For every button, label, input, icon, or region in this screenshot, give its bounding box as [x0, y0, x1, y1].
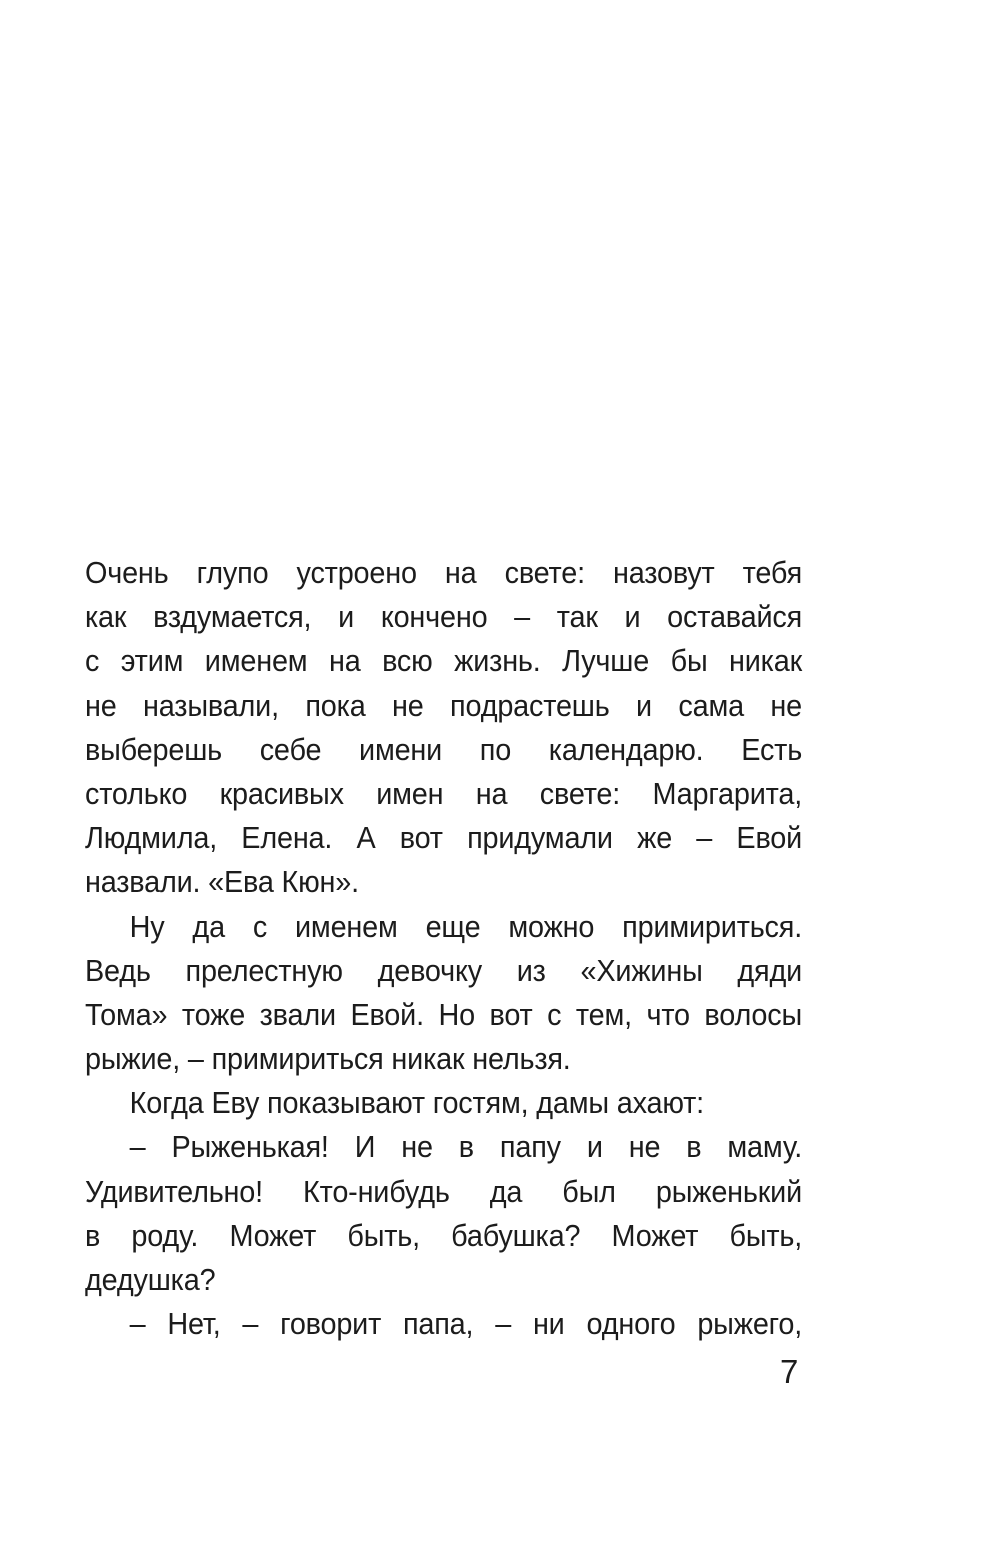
text-line: выберешь себе имени по календарю. Есть: [85, 731, 803, 767]
text-line: – Нет, – говорит папа, – ни одного рыжего,: [129, 1306, 803, 1342]
text-line: как вздумается, и кончено – так и оставайся: [85, 599, 803, 635]
text-line: столько красивых имен на свете: Маргарита,: [85, 775, 803, 811]
text-line: Людмила, Елена. А вот придумали же – Евой: [85, 820, 803, 856]
text-line: Ну да с именем еще можно примириться.: [129, 908, 803, 944]
text-line: назвали. «Ева Кюн».: [85, 864, 359, 900]
text-line: Тома» тоже звали Евой. Но вот с тем, что волосы: [85, 996, 803, 1032]
text-line: в роду. Может быть, бабушка? Может быть,: [85, 1217, 803, 1253]
text-line: с этим именем на всю жизнь. Лучше бы никак: [85, 643, 803, 679]
text-line: рыжие, – примириться никак нельзя.: [85, 1041, 571, 1077]
text-line: Когда Еву показывают гостям, дамы ахают:: [129, 1085, 704, 1121]
text-line: Ведь прелестную девочку из «Хижины дяди: [85, 952, 803, 988]
page-number: 7: [780, 1353, 799, 1390]
text-line: – Рыженькая! И не в папу и не в маму.: [129, 1129, 803, 1165]
book-page-body: [85, 551, 802, 1346]
text-line: Очень глупо устроено на свете: назовут тебя: [85, 555, 803, 590]
text-line: дедушка?: [85, 1262, 216, 1297]
text-line: не называли, пока не подрастешь и сама не: [85, 687, 803, 723]
text-line: Удивительно! Кто-нибудь да был рыженький: [85, 1173, 803, 1209]
